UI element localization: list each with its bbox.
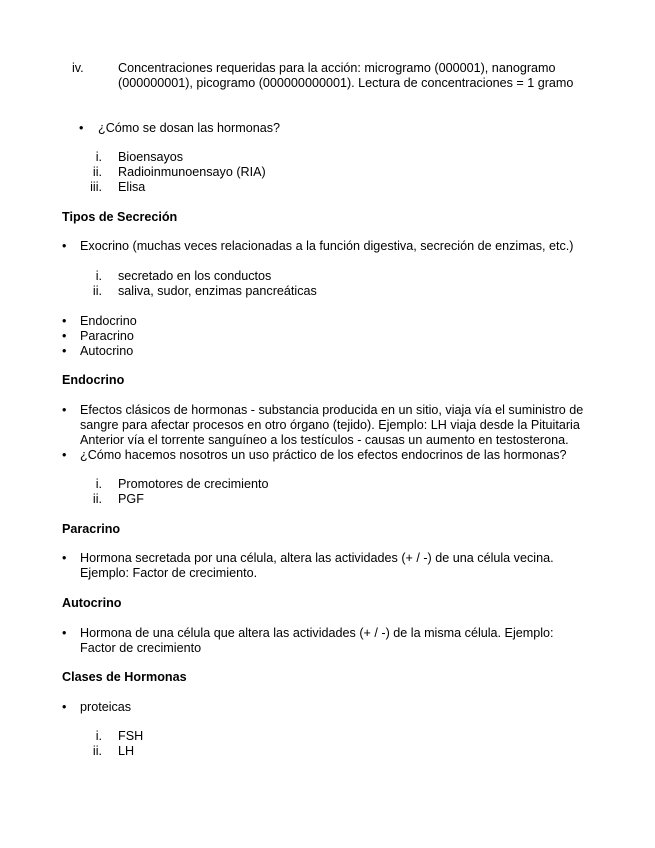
bullet-icon: • (62, 551, 67, 565)
bullet-icon: • (62, 626, 67, 640)
list-number: ii. (92, 492, 102, 506)
list-number: ii. (92, 284, 102, 298)
list-number: i. (95, 150, 102, 164)
bullet-icon: • (62, 239, 67, 253)
bullet-text (80, 403, 620, 448)
bullet-text: Exocrino (muchas veces relacionadas a la función digestiva, secreción de enzimas, etc.) (80, 239, 574, 253)
bullet-text: ¿Cómo hacemos nosotros un uso práctico de los efectos endocrinos de las hormonas? (80, 448, 567, 462)
list-number: ii. (92, 744, 102, 758)
list-item-text: saliva, sudor, enzimas pancreáticas (118, 284, 317, 298)
text-line: sangre para afectar procesos en otro órgano (tejido). Ejemplo: LH viaja desde la Pituitaria (80, 418, 580, 432)
text-line: Hormona secretada por una célula, altera las actividades (+ / -) de una célula vecina. (80, 551, 554, 565)
bullet-icon: • (79, 121, 84, 135)
list-number: iv. (72, 61, 84, 75)
list-number: i. (95, 269, 102, 283)
list-item-text: Elisa (118, 180, 146, 194)
list-number: i. (95, 477, 102, 491)
text-line: Concentraciones requeridas para la acción: microgramo (000001), nanogramo (118, 61, 556, 75)
text-line: Efectos clásicos de hormonas - substancia producida en un sitio, viaja vía el suministro de (80, 403, 584, 417)
bullet-text: Endocrino (80, 314, 137, 328)
bullet-icon: • (62, 700, 67, 714)
section-heading: Clases de Hormonas (62, 670, 187, 684)
text-line: Hormona de una célula que altera las actividades (+ / -) de la misma célula. Ejemplo: (80, 626, 554, 640)
list-item-text: FSH (118, 729, 144, 743)
bullet-text (80, 626, 620, 656)
bullet-icon: • (62, 329, 67, 343)
bullet-icon: • (62, 403, 67, 417)
list-item-text (118, 61, 618, 91)
bullet-icon: • (62, 344, 67, 358)
section-heading: Paracrino (62, 522, 121, 536)
bullet-text: proteicas (80, 700, 132, 714)
section-heading: Autocrino (62, 596, 122, 610)
list-item-text: secretado en los conductos (118, 269, 272, 283)
bullet-icon: • (62, 448, 67, 462)
list-item-text: Radioinmunoensayo (RIA) (118, 165, 266, 179)
list-number: ii. (92, 165, 102, 179)
list-item-text: Bioensayos (118, 150, 184, 164)
text-line: Ejemplo: Factor de crecimiento. (80, 566, 258, 580)
bullet-text: Autocrino (80, 344, 134, 358)
text-line: Anterior vía el torrente sanguíneo a los testículos - causas un aumento en testosterona. (80, 433, 569, 447)
list-number: i. (95, 729, 102, 743)
section-heading: Endocrino (62, 373, 125, 387)
bullet-text (80, 551, 620, 581)
list-number: iii. (90, 180, 102, 194)
bullet-text: ¿Cómo se dosan las hormonas? (98, 121, 281, 135)
bullet-icon: • (62, 314, 67, 328)
list-item-text: LH (118, 744, 135, 758)
bullet-text: Paracrino (80, 329, 134, 343)
list-item-text: PGF (118, 492, 144, 506)
text-line: Factor de crecimiento (80, 641, 202, 655)
list-item-text: Promotores de crecimiento (118, 477, 269, 491)
section-heading: Tipos de Secreción (62, 210, 178, 224)
text-line: (000000001), picogramo (000000000001). Lectura de concentraciones = 1 gramo (118, 76, 574, 90)
